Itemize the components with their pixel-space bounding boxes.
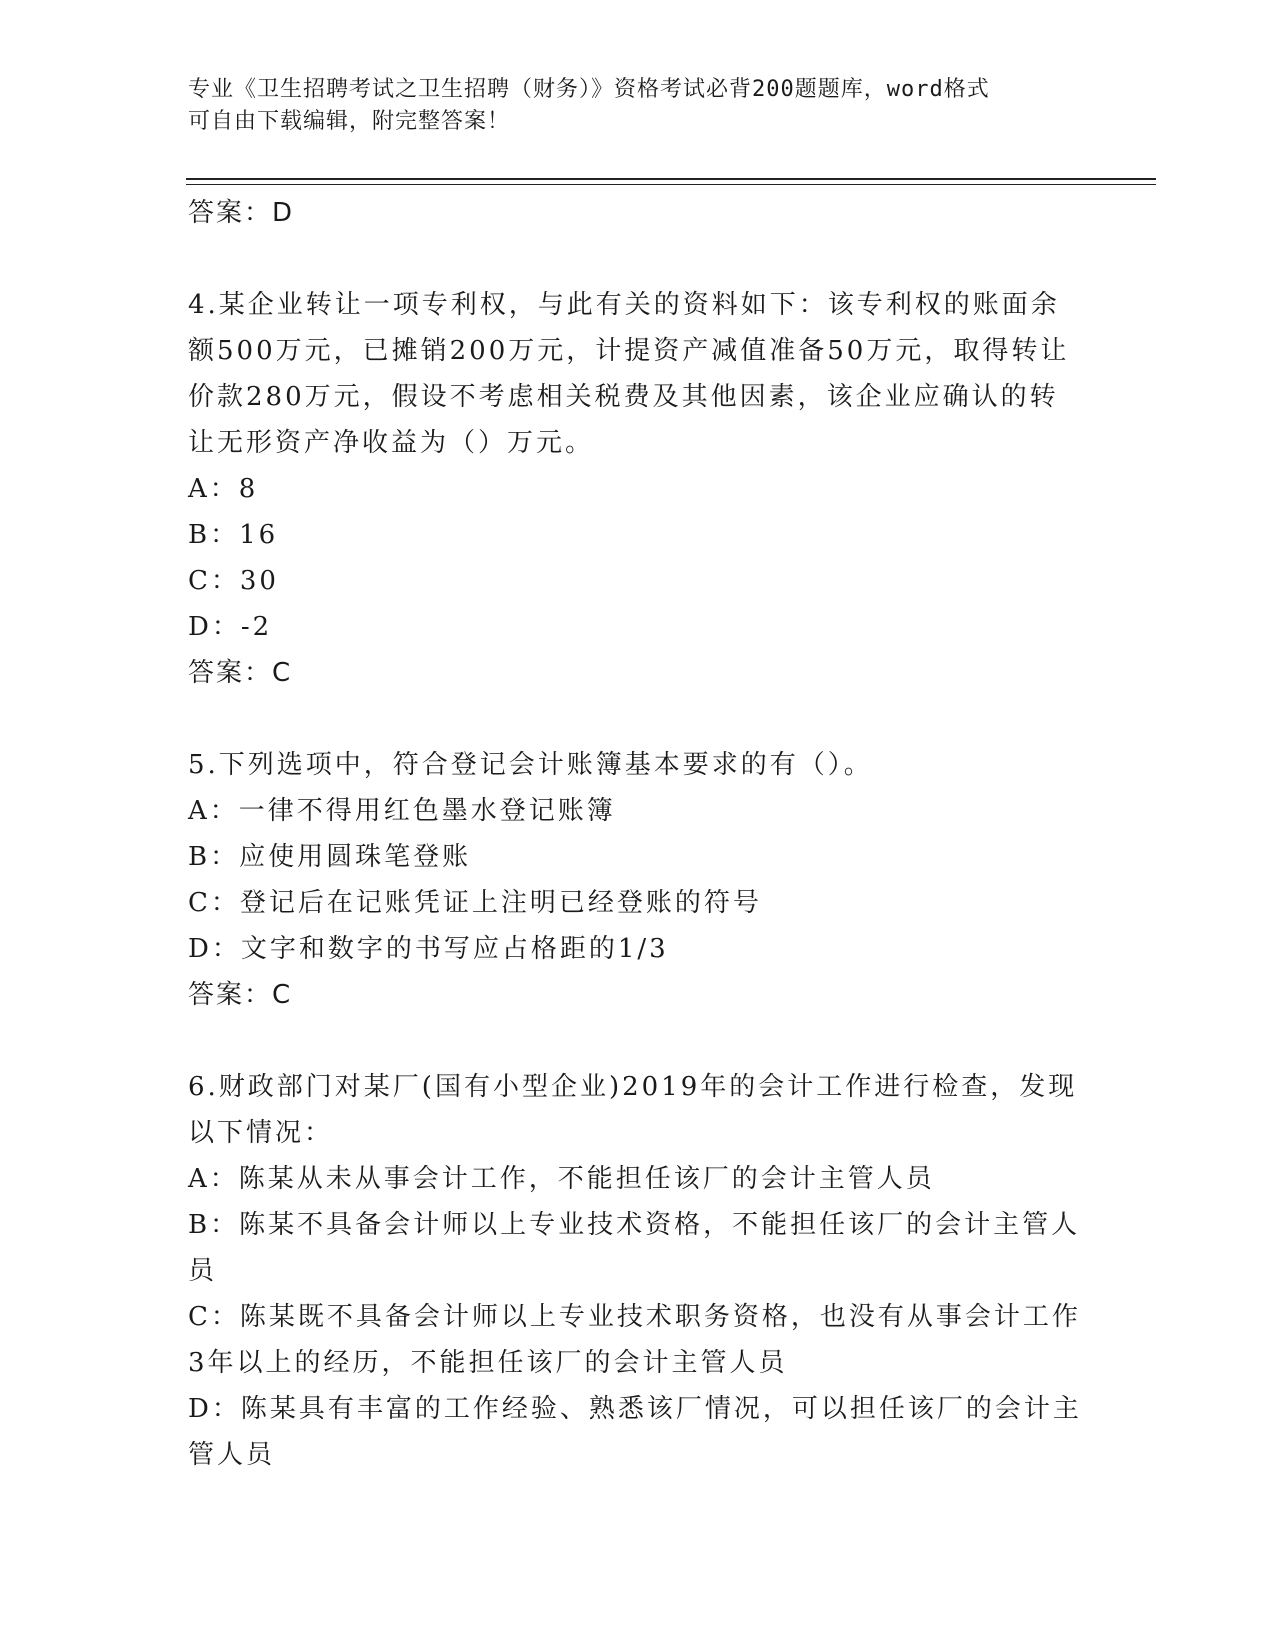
question-4 (188, 282, 1088, 696)
option-a: A：8 (188, 474, 259, 504)
option-d: D：陈某具有丰富的工作经验、熟悉该厂情况，可以担任该厂的会计主 (188, 1394, 1082, 1424)
option-c: C：陈某既不具备会计师以上专业技术职务资格，也没有从事会计工作 (188, 1302, 1081, 1332)
question-6 (188, 1064, 1088, 1478)
spacer (188, 1018, 1088, 1064)
option-b: B：应使用圆珠笔登账 (188, 842, 472, 872)
header-rule-thick (186, 178, 1156, 180)
answer-line: 答案：C (188, 658, 293, 688)
page-header (188, 74, 1088, 138)
option-d: D：文字和数字的书写应占格距的1/3 (188, 934, 669, 964)
header-rule-thin (186, 184, 1156, 185)
option-b: B：16 (188, 520, 279, 550)
spacer (188, 696, 1088, 742)
header-line-2: 可自由下载编辑，附完整答案！ (188, 109, 511, 134)
question-stem-line: 5.下列选项中，符合登记会计账簿基本要求的有（）。 (188, 750, 873, 780)
question-stem-line: 让无形资产净收益为（）万元。 (188, 428, 595, 458)
question-stem-line: 6.财政部门对某厂(国有小型企业)2019年的会计工作进行检查，发现 (188, 1072, 1078, 1102)
option-c: C：登记后在记账凭证上注明已经登账的符号 (188, 888, 762, 918)
question-stem-line: 以下情况： (188, 1118, 334, 1148)
spacer (188, 236, 1088, 282)
option-a: A：陈某从未从事会计工作，不能担任该厂的会计主管人员 (188, 1164, 935, 1194)
question-content (188, 190, 1088, 1478)
option-c-continued: 3年以上的经历，不能担任该厂的会计主管人员 (188, 1348, 788, 1378)
answer-line: 答案：C (188, 980, 293, 1010)
header-line-1: 专业《卫生招聘考试之卫生招聘（财务）》资格考试必背200题题库，word格式 (188, 77, 990, 102)
option-d-continued: 管人员 (188, 1440, 276, 1470)
option-d: D：-2 (188, 612, 273, 642)
question-stem-line: 价款280万元，假设不考虑相关税费及其他因素，该企业应确认的转 (188, 382, 1059, 412)
previous-answer: 答案：D (188, 198, 295, 228)
option-c: C：30 (188, 566, 279, 596)
question-5 (188, 742, 1088, 1018)
option-b-continued: 员 (188, 1256, 218, 1286)
question-stem-line: 额500万元，已摊销200万元，计提资产减值准备50万元，取得转让 (188, 336, 1070, 366)
option-b: B：陈某不具备会计师以上专业技术资格，不能担任该厂的会计主管人 (188, 1210, 1081, 1240)
question-stem-line: 4.某企业转让一项专利权，与此有关的资料如下：该专利权的账面余 (188, 290, 1060, 320)
option-a: A：一律不得用红色墨水登记账簿 (188, 796, 616, 826)
